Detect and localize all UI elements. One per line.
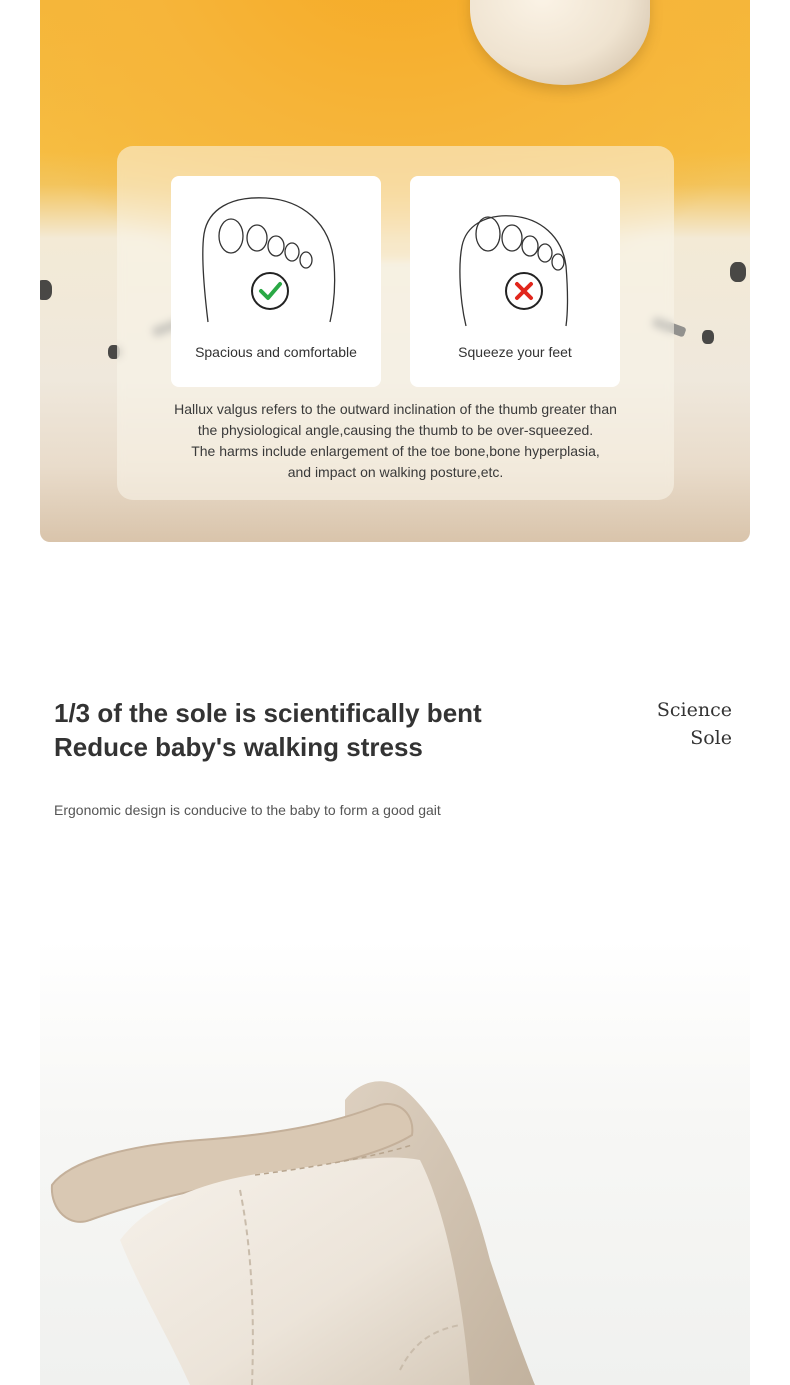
shoe-heel-illustration xyxy=(40,940,750,1385)
shoe-heel-photo xyxy=(40,940,750,1385)
sole-subtext: Ergonomic design is conducive to the baby to form a good gait xyxy=(54,802,441,818)
carpet-mark xyxy=(730,262,746,282)
bad-caption: Squeeze your feet xyxy=(458,344,572,360)
wide-foot-outline-icon xyxy=(196,194,356,334)
cross-icon xyxy=(504,271,544,311)
headline-line: Reduce baby's walking stress xyxy=(54,732,423,762)
check-icon xyxy=(250,271,290,311)
comparison-card-bad xyxy=(410,176,620,387)
sole-headline xyxy=(54,696,614,764)
description-line: Hallux valgus refers to the outward inclination of the thumb greater than xyxy=(174,401,617,417)
comparison-card-good xyxy=(171,176,381,387)
description-line: the physiological angle,causing the thumb to be over-squeezed. xyxy=(197,422,594,438)
description-line: The harms include enlargement of the toe bone,bone hyperplasia, xyxy=(191,443,600,459)
science-sole-label xyxy=(657,696,732,752)
hallux-valgus-description xyxy=(117,399,674,483)
side-label-line: Sole xyxy=(690,727,732,749)
good-caption: Spacious and comfortable xyxy=(195,344,357,360)
description-line: and impact on walking posture,etc. xyxy=(287,464,504,480)
carpet-mark xyxy=(40,280,52,300)
headline-line: 1/3 of the sole is scientifically bent xyxy=(54,698,482,728)
side-label-line: Science xyxy=(656,699,732,721)
carpet-mark xyxy=(702,330,714,344)
